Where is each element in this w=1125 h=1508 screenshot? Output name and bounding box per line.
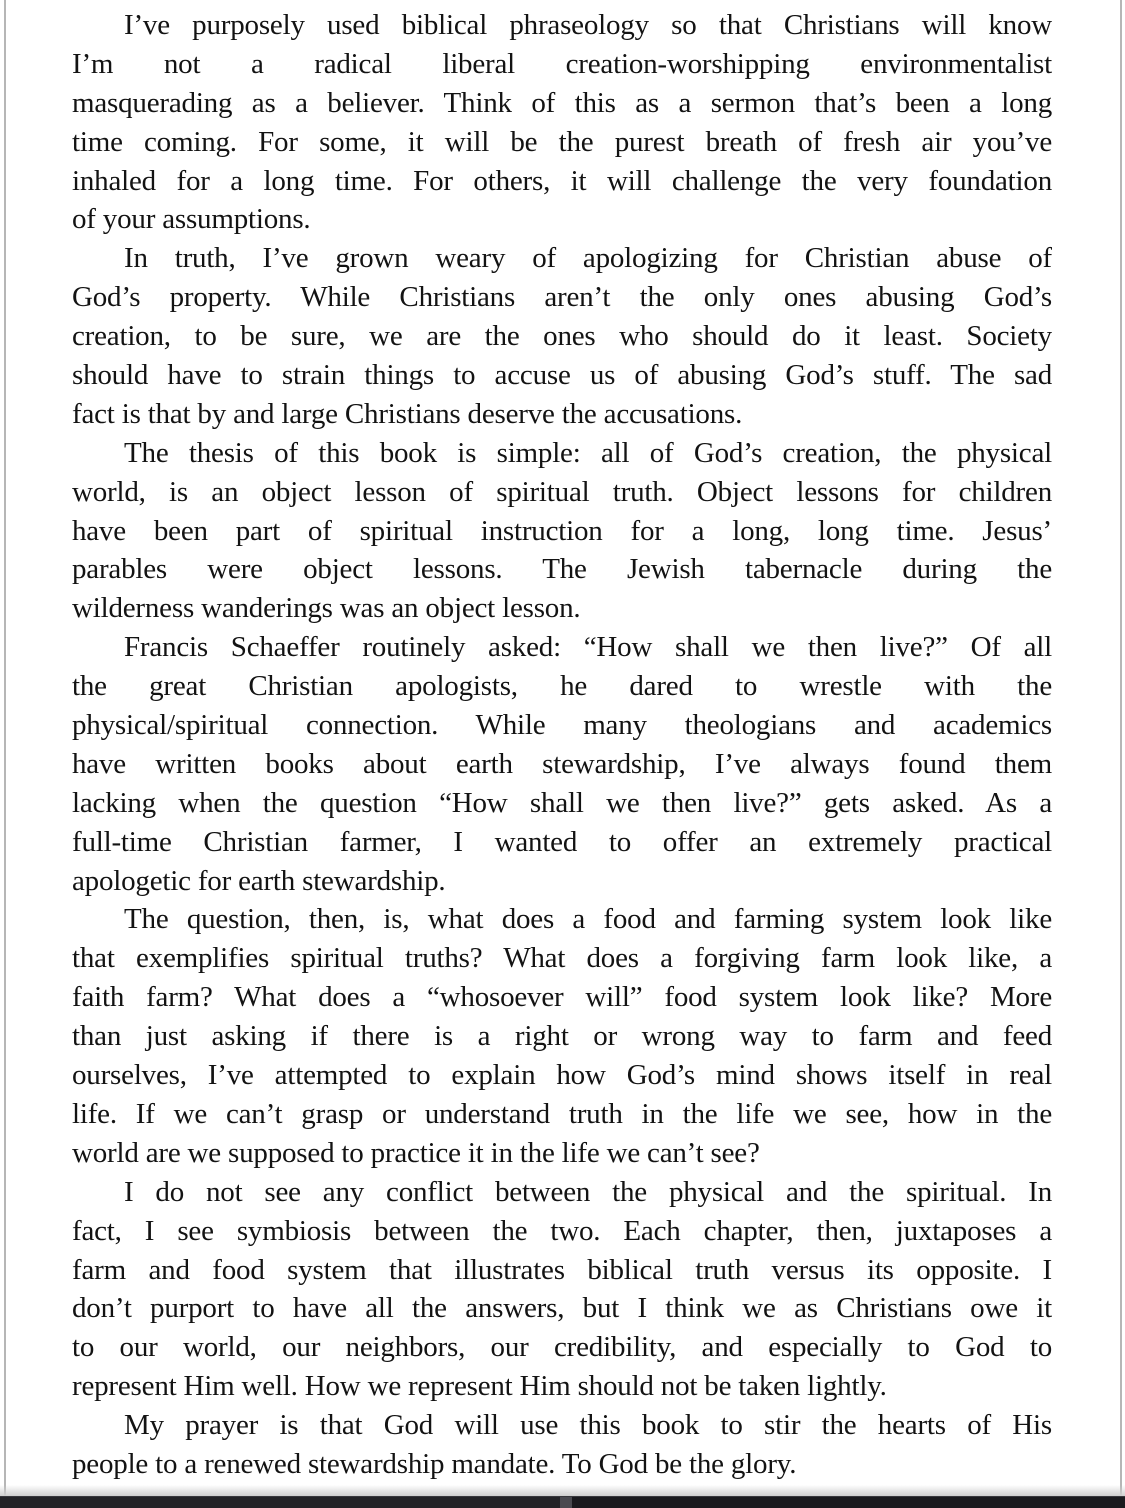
text-line: have written books about earth stewardship, I’ve always found them [72, 747, 1052, 780]
text-line: Francis Schaeffer routinely asked: “How shall we then live?” Of all [124, 631, 1052, 664]
text-line: faith farm? What does a “whosoever will” food system look like? More [72, 981, 1052, 1014]
text-line: wilderness wanderings was an object lesson. [72, 592, 581, 625]
bottom-shadow [0, 1485, 1125, 1496]
text-line: creation, to be sure, we are the ones who should do it least. Society [72, 320, 1052, 353]
text-line: inhaled for a long time. For others, it will challenge the very foundation [72, 164, 1052, 197]
text-line: masquerading as a believer. Think of this as a sermon that’s been a long [72, 86, 1052, 119]
text-line: life. If we can’t grasp or understand truth in the life we see, how in the [72, 1097, 1052, 1130]
text-line: farm and food system that illustrates biblical truth versus its opposite. I [72, 1253, 1052, 1286]
paragraph [72, 628, 1052, 900]
text-line: to our world, our neighbors, our credibility, and especially to God to [72, 1331, 1052, 1364]
text-line: that exemplifies spiritual truths? What does a forgiving farm look like, a [72, 942, 1052, 975]
text-line: apologetic for earth stewardship. [72, 864, 446, 897]
paragraph [72, 434, 1052, 628]
text-line: physical/spiritual connection. While many theologians and academics [72, 709, 1052, 742]
text-line: than just asking if there is a right or wrong way to farm and feed [72, 1020, 1052, 1053]
text-line: have been part of spiritual instruction for a long, long time. Jesus’ [72, 514, 1052, 547]
text-line: time coming. For some, it will be the purest breath of fresh air you’ve [72, 125, 1052, 158]
text-line: My prayer is that God will use this book to stir the hearts of His [124, 1409, 1052, 1442]
text-line: world are we supposed to practice it in the life we can’t see? [72, 1136, 760, 1169]
text-line: full-time Christian farmer, I wanted to offer an extremely practical [72, 825, 1052, 858]
paragraph [72, 6, 1052, 239]
page-text [72, 6, 1052, 1484]
text-line: parables were object lessons. The Jewish tabernacle during the [72, 553, 1052, 586]
text-line: people to a renewed stewardship mandate. To God be the glory. [72, 1447, 797, 1480]
paragraph [72, 1173, 1052, 1406]
text-line: fact, I see symbiosis between the two. Each chapter, then, juxtaposes a [72, 1214, 1052, 1247]
text-line: I’m not a radical liberal creation-worshipping environmentalist [72, 47, 1052, 80]
text-line: ourselves, I’ve attempted to explain how God’s mind shows itself in real [72, 1059, 1052, 1092]
paragraph [72, 900, 1052, 1172]
text-line: world, is an object lesson of spiritual truth. Object lessons for children [72, 475, 1052, 508]
text-line: In truth, I’ve grown weary of apologizing for Christian abuse of [124, 242, 1052, 275]
bottom-bar-left-segment [0, 1497, 562, 1508]
paragraph [72, 239, 1052, 433]
text-line: the great Christian apologists, he dared to wrestle with the [72, 670, 1052, 703]
page-left-edge [4, 0, 6, 1496]
bottom-bar-right-segment [572, 1497, 1125, 1508]
text-line: lacking when the question “How shall we then live?” gets asked. As a [72, 786, 1052, 819]
text-line: The question, then, is, what does a food and farming system look like [124, 903, 1052, 936]
text-line: fact is that by and large Christians deserve the accusations. [72, 397, 743, 430]
text-line: God’s property. While Christians aren’t the only ones abusing God’s [72, 281, 1052, 314]
page-right-edge [1120, 0, 1122, 1496]
text-line: represent Him well. How we represent Him should not be taken lightly. [72, 1370, 887, 1403]
text-line: of your assumptions. [72, 203, 311, 236]
text-line: don’t purport to have all the answers, but I think we as Christians owe it [72, 1292, 1052, 1325]
text-line: I do not see any conflict between the physical and the spiritual. In [124, 1175, 1052, 1208]
resize-handle[interactable] [560, 1497, 572, 1508]
window-bottom-bar [0, 1496, 1125, 1508]
text-line: I’ve purposely used biblical phraseology so that Christians will know [124, 9, 1052, 41]
paragraph [72, 1406, 1052, 1484]
text-line: should have to strain things to accuse us of abusing God’s stuff. The sad [72, 359, 1052, 392]
text-line: The thesis of this book is simple: all of God’s creation, the physical [124, 436, 1052, 469]
